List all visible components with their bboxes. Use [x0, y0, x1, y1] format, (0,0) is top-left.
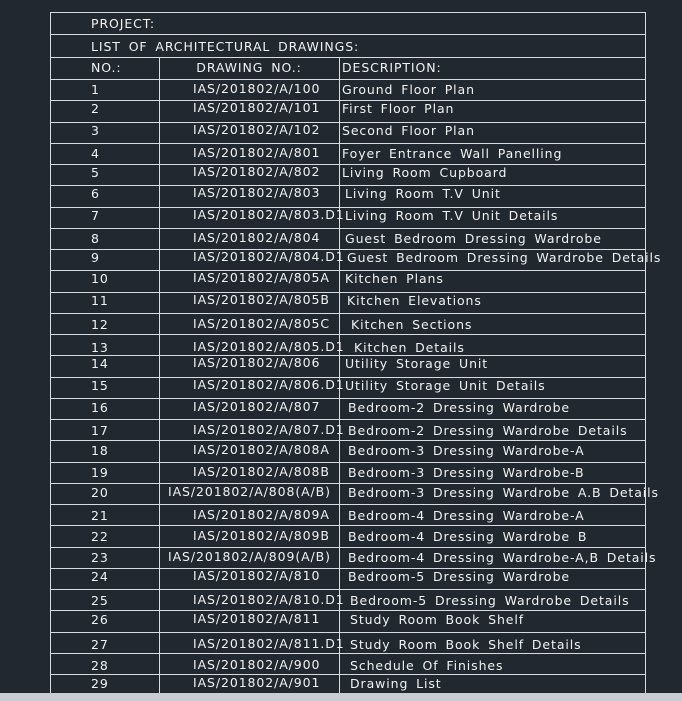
row-number: 24 — [91, 568, 109, 584]
drawing-description: Kitchen Sections — [351, 316, 473, 332]
row-number: 10 — [91, 271, 109, 287]
drawing-description: First Floor Plan — [342, 101, 455, 117]
drawing-description: Guest Bedroom Dressing Wardrobe Details — [347, 250, 662, 265]
row-number: 6 — [91, 186, 100, 202]
row-number: 9 — [91, 250, 100, 265]
drawing-description: Bedroom-5 Dressing Wardrobe Details — [350, 593, 630, 608]
table-rule — [51, 653, 645, 654]
drawing-number: IAS/201802/A/803.D1 — [193, 206, 345, 222]
status-bar — [0, 693, 682, 701]
drawing-description: Bedroom-2 Dressing Wardrobe — [348, 399, 570, 415]
drawing-description: Bedroom-4 Dressing Wardrobe-A,B Details — [348, 549, 657, 565]
list-title: LIST OF ARCHITECTURAL DRAWINGS: — [91, 39, 360, 54]
drawing-description: Utility Storage Unit — [345, 356, 489, 372]
row-number: 11 — [91, 292, 109, 308]
drawing-description: Bedroom-3 Dressing Wardrobe A.B Details — [348, 484, 659, 500]
table-rule — [51, 504, 645, 505]
table-rule — [51, 674, 645, 675]
row-number: 8 — [91, 230, 100, 246]
table-rule — [51, 632, 645, 633]
drawing-description: Kitchen Details — [354, 340, 465, 355]
row-number: 19 — [91, 464, 109, 480]
table-rule — [51, 57, 645, 58]
drawing-number: IAS/201802/A/806.D1 — [193, 376, 345, 392]
drawing-number: IAS/201802/A/805C — [193, 315, 330, 331]
row-number: 12 — [91, 316, 109, 332]
column-header-description: DESCRIPTION: — [342, 60, 442, 75]
table-rule — [51, 34, 645, 35]
table-rule — [51, 419, 645, 420]
row-number: 5 — [91, 165, 100, 180]
drawing-number: IAS/201802/A/900 — [193, 656, 321, 672]
row-number: 20 — [91, 484, 109, 500]
drawing-number: IAS/201802/A/801 — [193, 144, 321, 160]
row-number: 27 — [91, 636, 109, 652]
drawing-description: Study Room Book Shelf Details — [350, 636, 582, 652]
drawing-number: IAS/201802/A/810.D1 — [193, 592, 345, 607]
table-rule — [51, 79, 645, 80]
column-divider — [159, 57, 160, 694]
drawing-description: Bedroom-3 Dressing Wardrobe-A — [348, 443, 585, 459]
row-number: 7 — [91, 207, 100, 223]
drawing-description: Guest Bedroom Dressing Wardrobe — [345, 230, 602, 246]
table-rule — [51, 440, 645, 441]
drawing-number: IAS/201802/A/803 — [193, 185, 321, 201]
drawing-description: Bedroom-4 Dressing Wardrobe B — [348, 529, 588, 545]
drawing-number: IAS/201802/A/806 — [193, 355, 321, 371]
drawing-number: IAS/201802/A/805A — [193, 270, 330, 286]
table-rule — [51, 547, 645, 548]
column-header-no: NO.: — [91, 60, 122, 75]
drawing-number: IAS/201802/A/808(A/B) — [168, 483, 331, 499]
drawing-description: Ground Floor Plan — [342, 82, 475, 97]
drawing-description: Study Room Book Shelf — [350, 612, 525, 628]
row-number: 2 — [91, 101, 100, 117]
drawing-number: IAS/201802/A/809A — [193, 507, 330, 522]
drawing-description: Drawing List — [350, 676, 442, 691]
drawing-number: IAS/201802/A/809(A/B) — [168, 548, 331, 564]
row-number: 26 — [91, 612, 109, 628]
drawing-number: IAS/201802/A/807 — [193, 398, 321, 414]
drawing-number: IAS/201802/A/808B — [193, 463, 330, 479]
column-header-drawing-no: DRAWING NO.: — [196, 60, 302, 75]
row-number: 14 — [91, 356, 109, 372]
row-number: 28 — [91, 657, 109, 673]
drawing-list-table — [50, 12, 662, 693]
row-number: 15 — [91, 377, 109, 393]
table-rule — [51, 462, 645, 463]
drawing-number: IAS/201802/A/804 — [193, 229, 321, 245]
drawing-description: Schedule Of Finishes — [350, 657, 504, 673]
drawing-number: IAS/201802/A/804.D1 — [193, 249, 345, 264]
drawing-number: IAS/201802/A/810 — [193, 567, 321, 583]
drawing-description: Second Floor Plan — [342, 122, 475, 138]
drawing-number: IAS/201802/A/901 — [193, 675, 321, 690]
drawing-number: IAS/201802/A/805B — [193, 291, 330, 307]
drawing-number: IAS/201802/A/808A — [193, 442, 330, 458]
drawing-description: Bedroom-2 Dressing Wardrobe Details — [348, 423, 628, 438]
drawing-description: Bedroom-4 Dressing Wardrobe-A — [348, 508, 585, 523]
drawing-description: Living Room T.V Unit Details — [345, 207, 559, 223]
drawing-number: IAS/201802/A/805.D1 — [193, 339, 345, 354]
row-number: 17 — [91, 423, 109, 438]
row-number: 29 — [91, 676, 109, 691]
row-number: 16 — [91, 399, 109, 415]
row-number: 21 — [91, 508, 109, 523]
drawing-description: Bedroom-5 Dressing Wardrobe — [348, 568, 570, 584]
drawing-description: Kitchen Elevations — [347, 292, 482, 308]
row-number: 22 — [91, 529, 109, 545]
drawing-number: IAS/201802/A/100 — [193, 81, 321, 96]
table-rule — [51, 589, 645, 590]
drawing-description: Foyer Entrance Wall Panelling — [342, 145, 563, 161]
drawing-number: IAS/201802/A/809B — [193, 528, 330, 544]
drawing-description: Living Room T.V Unit — [345, 186, 501, 202]
row-number: 3 — [91, 122, 100, 138]
table-rule — [51, 398, 645, 399]
project-label: PROJECT: — [91, 16, 156, 31]
drawing-number: IAS/201802/A/102 — [193, 121, 321, 137]
table-rule — [51, 483, 645, 484]
table-rule — [51, 610, 645, 611]
drawing-number: IAS/201802/A/101 — [193, 100, 321, 116]
row-number: 18 — [91, 443, 109, 459]
row-number: 4 — [91, 145, 100, 161]
drawing-description: Utility Storage Unit Details — [345, 377, 546, 393]
drawing-number: IAS/201802/A/802 — [193, 164, 321, 179]
row-number: 13 — [91, 340, 109, 355]
row-number: 25 — [91, 593, 109, 608]
table-rule — [51, 313, 645, 314]
table-rule — [51, 228, 645, 229]
row-number: 23 — [91, 549, 109, 565]
row-number: 1 — [91, 82, 100, 97]
drawing-description: Kitchen Plans — [345, 271, 444, 287]
drawing-number: IAS/201802/A/807.D1 — [193, 422, 345, 437]
drawing-description: Living Room Cupboard — [342, 165, 508, 180]
table-rule — [51, 525, 645, 526]
drawing-description: Bedroom-3 Dressing Wardrobe-B — [348, 464, 585, 480]
table-rule — [51, 143, 645, 144]
drawing-number: IAS/201802/A/811.D1 — [193, 635, 345, 651]
table-rule — [51, 334, 645, 335]
drawing-number: IAS/201802/A/811 — [193, 611, 321, 627]
